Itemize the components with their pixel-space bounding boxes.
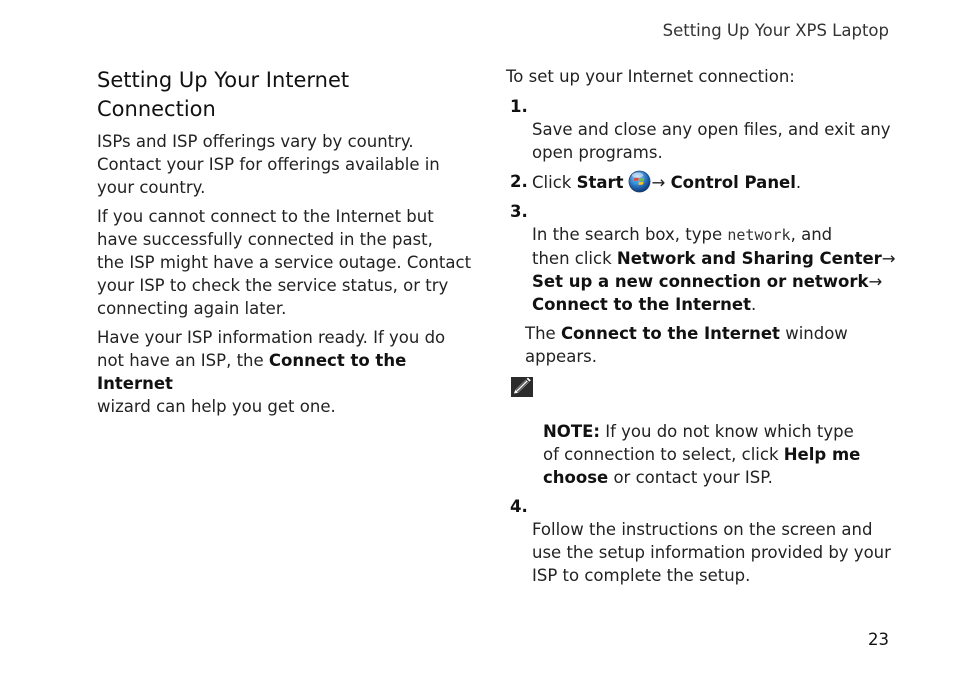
isp-info-text-end: wizard can help you get one. [97,397,336,416]
step-text: In the search box, type [532,225,728,244]
step-text: Save and close any open files, and exit any open programs. [532,120,891,162]
menu-arrow: → [868,272,883,291]
right-column [506,65,896,593]
note-label: NOTE: [543,422,600,441]
help-me-choose-label: Help me choose [543,445,861,487]
connect-window-name: Connect to the Internet [560,324,780,343]
step-number: 1. [510,97,528,116]
step-3 [506,200,896,316]
setup-intro: To set up your Internet connection: [506,67,795,86]
start-label: Start [576,173,624,192]
note-text-end: or contact your ISP. [608,468,773,487]
note-box [506,374,896,489]
connect-wizard-name: Connect to the Internet [97,351,407,393]
page-number: 23 [868,630,889,649]
running-header: Setting Up Your XPS Laptop [662,21,889,40]
step-text-cont: , and then click [532,225,833,268]
step-text-end: . [751,295,757,314]
step-1 [506,95,896,164]
step-number: 3. [510,202,528,221]
service-outage-paragraph: If you cannot connect to the Internet but have successfully connected in the past, the ISP might have a service outage. Contact your ISP to check the service status, or try connecting again later. [97,207,472,318]
isp-info-text: Have your ISP information ready. If you do not have an ISP, the [97,328,446,370]
note-pencil-icon [511,377,533,397]
setup-new-connection-label: Set up a new connection or network [532,272,869,291]
windows-start-icon [628,170,651,193]
step-text: Follow the instructions on the screen and use the setup information provided by your ISP to complete the setup. [532,520,891,585]
section-title: Setting Up Your Internet Connection [97,68,350,121]
setup-steps-list-cont [506,495,896,587]
left-column [97,66,475,418]
window-appears-paragraph [525,322,896,368]
isp-info-paragraph [97,326,475,418]
step-number: 4. [510,497,528,516]
network-sharing-center-label: Network and Sharing Center [616,249,882,268]
step-number: 2. [510,172,528,191]
menu-arrow: → [881,249,896,268]
control-panel-label: Control Panel [670,173,796,192]
step-4 [506,495,896,587]
setup-steps-list [506,95,896,316]
isp-offerings-paragraph: ISPs and ISP offerings vary by country. Contact your ISP for offerings available in your country. [97,132,440,197]
step-2 [506,170,896,194]
paragraph-text: The [525,324,561,343]
step-text-end: . [795,173,802,192]
note-text: If you do not know which type of connection to select, click [543,422,854,464]
connect-to-internet-label: Connect to the Internet [532,295,752,314]
paragraph-text-end: window appears. [525,324,848,366]
step-text: Click [532,173,577,192]
menu-arrow: → [651,173,671,192]
search-term: network [727,226,791,244]
